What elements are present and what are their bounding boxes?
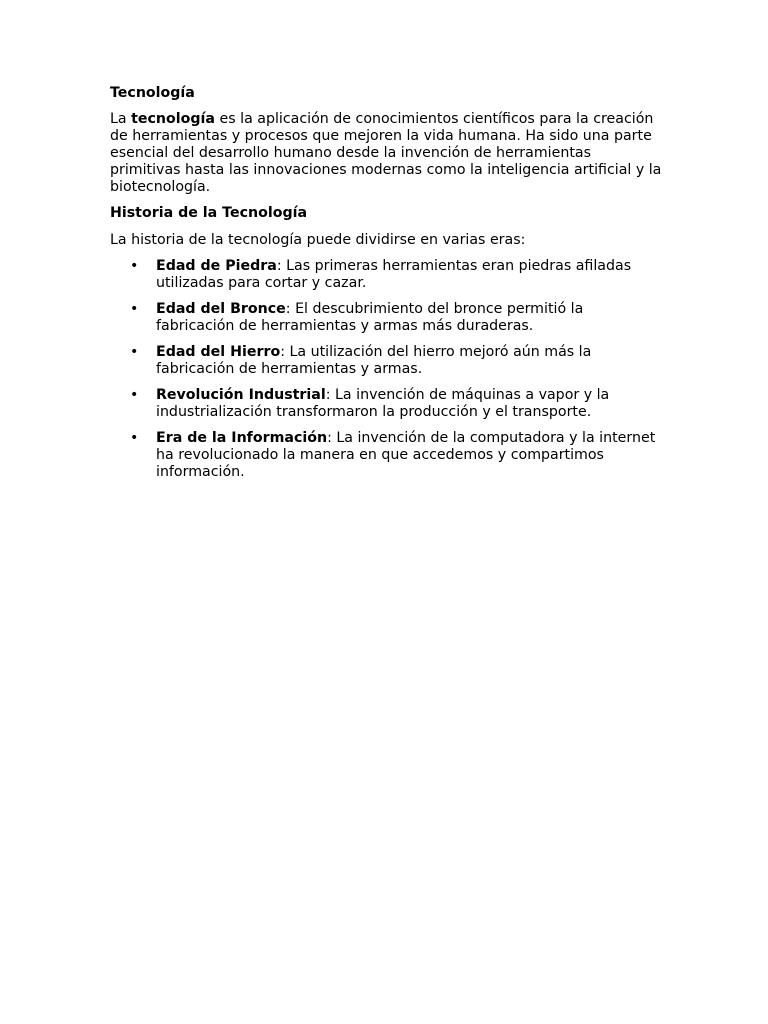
list-item [110, 258, 662, 292]
intro-prefix: La [110, 111, 132, 127]
document-title: Tecnología [110, 85, 195, 101]
bullet-icon: • [130, 387, 139, 403]
era-name: Era de la Información [156, 430, 328, 446]
list-item [110, 430, 662, 481]
era-description: : La utilización del hierro mejoró aún más la fabricación de herramientas y armas. [156, 344, 592, 377]
history-intro: La historia de la tecnología puede dividirse en varias eras: [110, 232, 526, 248]
document-body [110, 85, 662, 490]
era-list [110, 258, 662, 481]
era-description: : Las primeras herramientas eran piedras afiladas utilizadas para cortar y cazar. [156, 258, 632, 291]
era-description: : La invención de máquinas a vapor y la industrialización transformaron la producción y el transporte. [156, 387, 610, 420]
bullet-icon: • [130, 344, 139, 360]
list-item [110, 344, 662, 378]
bullet-icon: • [130, 301, 139, 317]
intro-bold-term: tecnología [131, 111, 215, 127]
intro-rest: es la aplicación de conocimientos científicos para la creación de herramientas y procesos que mejoren la vida humana. Ha sido una parte esencial del desarrollo humano desde la invención de herramientas primitivas hasta las innovaciones modernas como la inteligencia artificial y la biotecnología. [110, 111, 662, 195]
era-name: Edad de Piedra [156, 258, 277, 274]
list-item [110, 387, 662, 421]
bullet-icon: • [130, 430, 139, 446]
era-description: : La invención de la computadora y la internet ha revolucionado la manera en que accedemos y compartimos información. [156, 430, 656, 480]
list-item [110, 301, 662, 335]
era-name: Revolución Industrial [156, 387, 326, 403]
history-heading: Historia de la Tecnología [110, 205, 308, 221]
era-name: Edad del Bronce [156, 301, 286, 317]
intro-paragraph [110, 111, 662, 196]
bullet-icon: • [130, 258, 139, 274]
era-description: : El descubrimiento del bronce permitió la fabricación de herramientas y armas más duraderas. [156, 301, 584, 334]
era-name: Edad del Hierro [156, 344, 281, 360]
